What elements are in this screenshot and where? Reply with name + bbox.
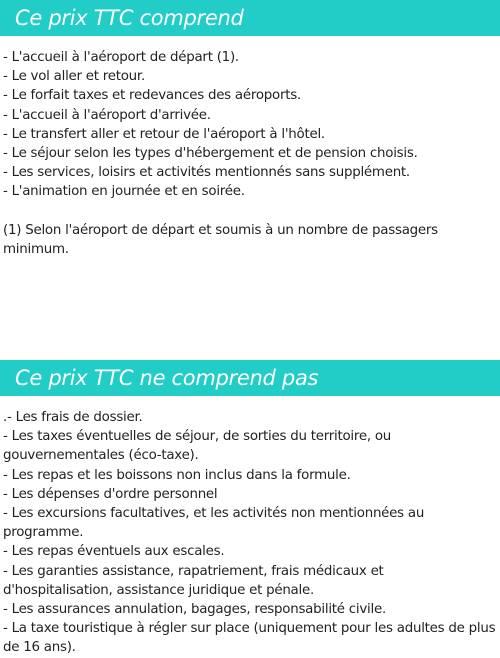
list-item: - Les services, loisirs et activités mentionnés sans supplément. xyxy=(3,165,410,181)
list-item: - Le séjour selon les types d'hébergement et de pension choisis. xyxy=(3,146,418,162)
included-header xyxy=(0,0,500,36)
excluded-list xyxy=(0,396,500,658)
list-item: .- Les frais de dossier. xyxy=(3,410,143,425)
list-item: - L'accueil à l'aéroport d'arrivée. xyxy=(3,107,211,123)
list-item: - Les repas et les boissons non inclus dans la formule. xyxy=(3,467,351,483)
list-item: - Les excursions facultatives, et les activités non mentionnées au programme. xyxy=(3,506,425,541)
list-item: - Les repas éventuels aux escales. xyxy=(3,544,225,560)
list-item: - L'animation en journée et en soirée. xyxy=(3,184,245,200)
list-item: - Les dépenses d'ordre personnel xyxy=(3,486,218,502)
included-section xyxy=(0,0,500,304)
included-title: Ce prix TTC comprend xyxy=(15,6,244,30)
footnote: (1) Selon l'aéroport de départ et soumis à un nombre de passagers minimum. xyxy=(3,222,438,257)
excluded-section xyxy=(0,360,500,658)
list-item: - L'accueil à l'aéroport de départ (1). xyxy=(3,50,239,65)
list-item: - Les garanties assistance, rapatriement, frais médicaux et d'hospitalisation, assistance juridique et pénale. xyxy=(3,563,384,598)
list-item: - La taxe touristique à régler sur place (uniquement pour les adultes de plus de 16 ans). xyxy=(3,621,496,656)
list-item: - Le forfait taxes et redevances des aéroports. xyxy=(3,88,301,104)
excluded-header xyxy=(0,360,500,396)
list-item: - Le vol aller et retour. xyxy=(3,69,145,85)
list-item: - Les assurances annulation, bagages, responsabilité civile. xyxy=(3,602,386,618)
included-list xyxy=(0,36,500,304)
list-item: - Le transfert aller et retour de l'aéroport à l'hôtel. xyxy=(3,126,325,142)
list-item: - Les taxes éventuelles de séjour, de sorties du territoire, ou gouvernementales (éco-taxe). xyxy=(3,429,392,464)
excluded-title: Ce prix TTC ne comprend pas xyxy=(15,366,319,390)
